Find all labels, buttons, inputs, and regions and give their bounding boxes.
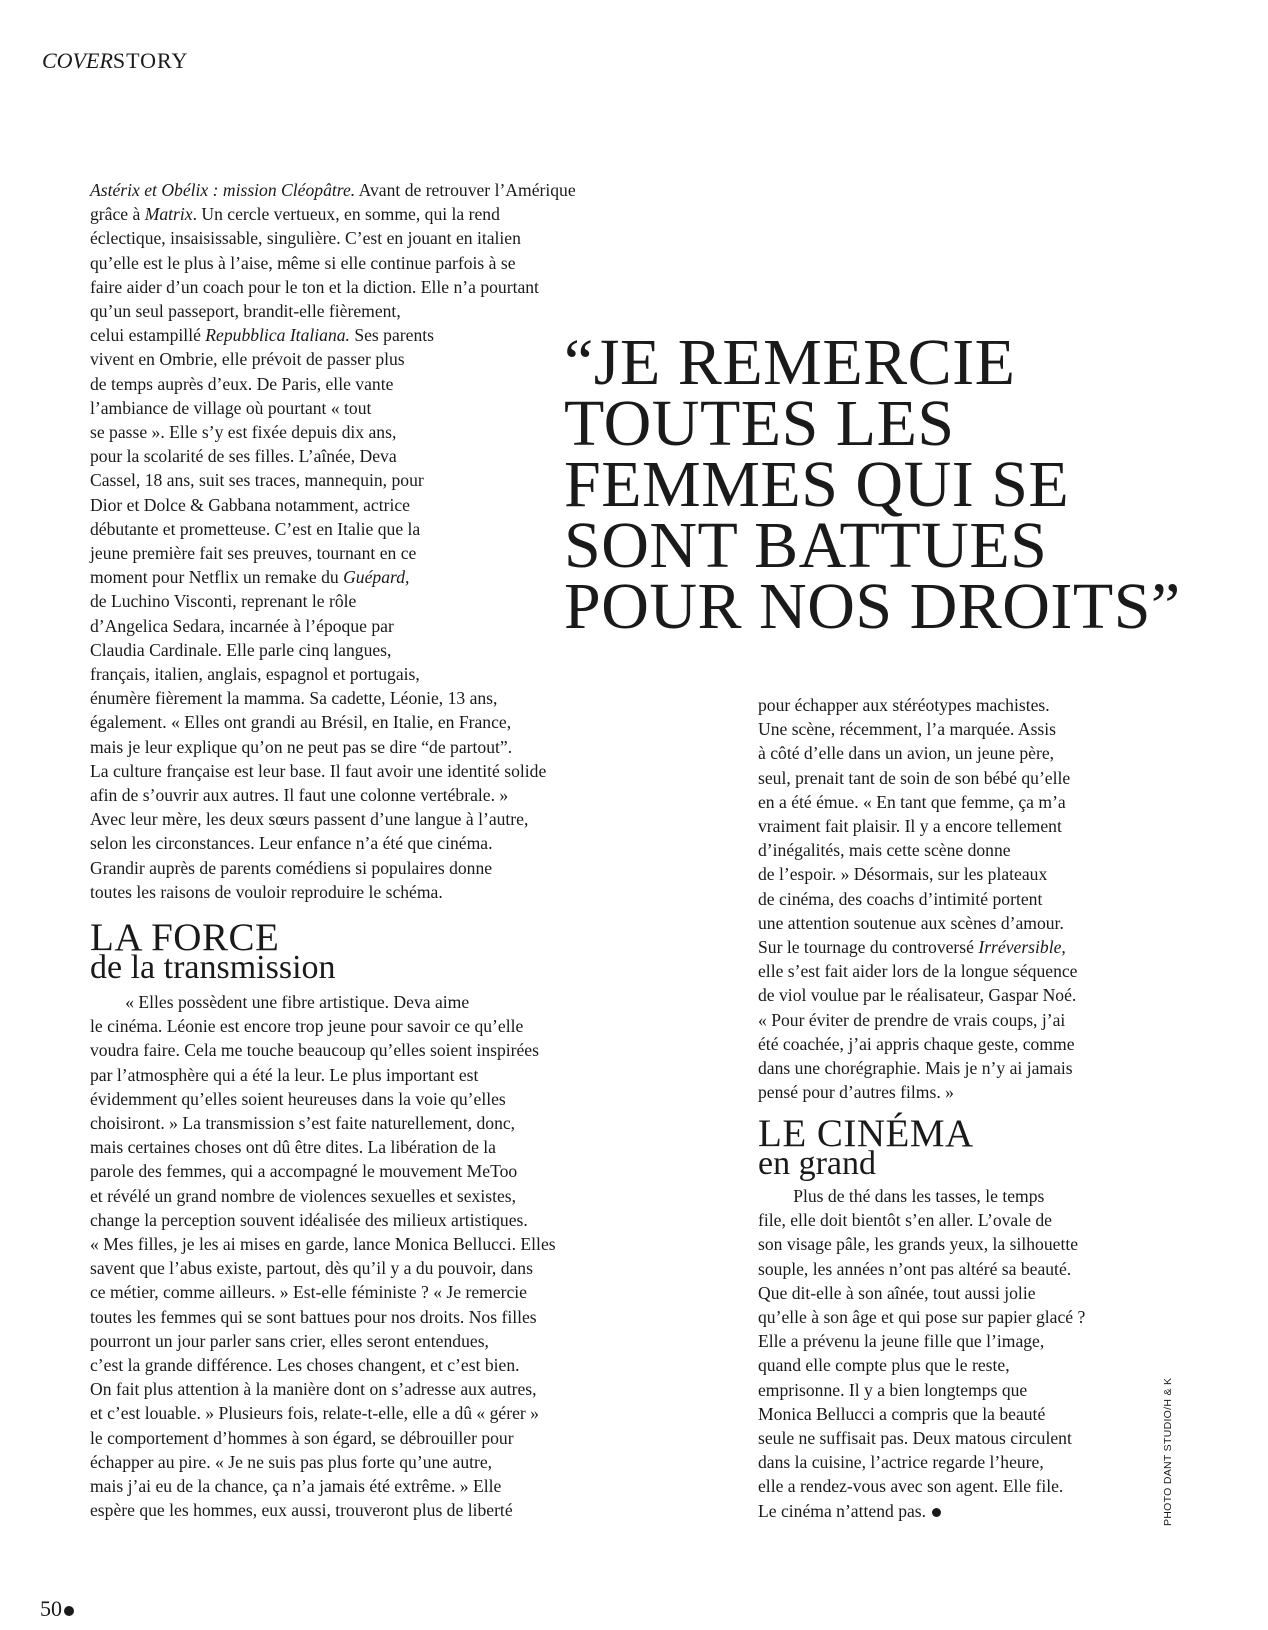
text-line: voudra faire. Cela me touche beaucoup qu’elles soient inspirées (90, 1040, 539, 1061)
text-fragment: Sur le tournage du controversé (758, 937, 979, 958)
text-fragment: grâce à (90, 204, 145, 225)
pull-quote-line: TOUTES LES (564, 387, 955, 460)
text-line: à côté d’elle dans un avion, un jeune père, (758, 743, 1055, 764)
text-line: seule ne suffisait pas. Deux matous circulent (758, 1428, 1072, 1449)
text-line: et c’est louable. » Plusieurs fois, relate-t-elle, elle a dû « gérer » (90, 1403, 539, 1424)
text-line: seul, prenait tant de soin de son bébé qu’elle (758, 767, 1071, 788)
text-line: mais j’ai eu de la chance, ça n’a jamais été extrême. » Elle (90, 1476, 502, 1497)
text-line: toutes les raisons de vouloir reproduire le schéma. (90, 881, 443, 902)
text-line: son visage pâle, les grands yeux, la silhouette (758, 1234, 1079, 1255)
film-title: Astérix et Obélix : mission Cléopâtre. (90, 180, 356, 200)
text-line: faire aider d’un coach pour le ton et la diction. Elle n’a pourtant (90, 276, 539, 297)
text-fragment: Avant de retrouver l’Amérique (355, 180, 576, 200)
text-fragment: celui estampillé (90, 325, 206, 346)
page-number-value: 50 (40, 1596, 62, 1621)
text-fragment: Le cinéma n’attend pas. (758, 1500, 927, 1521)
text-line: d’inégalités, mais cette scène donne (758, 840, 1011, 861)
text-line: dans une chorégraphie. Mais je n’y ai jamais (758, 1058, 1073, 1079)
text-line: été coachée, j’ai appris chaque geste, comme (758, 1033, 1075, 1054)
text-line: parole des femmes, qui a accompagné le mouvement MeToo (90, 1161, 518, 1182)
text-line: français, italien, anglais, espagnol et portugais, (90, 664, 420, 685)
text-line: débutante et prometteuse. C’est en Italie que la (90, 518, 421, 539)
text-line: le comportement d’hommes à son égard, se débrouiller pour (90, 1427, 514, 1448)
end-of-article-icon (932, 1508, 941, 1517)
text-line: Elle a prévenu la jeune fille que l’image, (758, 1331, 1045, 1352)
text-line: pensé pour d’autres films. » (758, 1082, 954, 1103)
pull-quote-line: POUR NOS DROITS” (564, 570, 1181, 643)
subhead-title: LA FORCE (90, 916, 280, 959)
text-fragment: Ses parents (349, 325, 434, 346)
text-line: c’est la grande différence. Les choses changent, et c’est bien. (90, 1355, 520, 1376)
section-label (42, 48, 188, 74)
text-line: espère que les hommes, eux aussi, trouveront plus de liberté (90, 1500, 513, 1521)
text-line (90, 323, 576, 347)
text-line: On fait plus attention à la manière dont on s’adresse aux autres, (90, 1379, 537, 1400)
text-line: dans la cuisine, l’actrice regarde l’heure, (758, 1452, 1044, 1473)
text-line: change la perception souvent idéalisée des milieux artistiques. (90, 1209, 528, 1230)
pull-quote-line: SONT BATTUES (564, 509, 1048, 582)
subhead-title: LE CINÉMA (758, 1112, 974, 1155)
text-line: La culture française est leur base. Il faut avoir une identité solide (90, 760, 547, 781)
text-line: vraiment fait plaisir. Il y a encore tellement (758, 816, 1062, 837)
text-line: Avec leur mère, les deux sœurs passent d’une langue à l’autre, (90, 809, 529, 830)
passport-name: Repubblica Italiana. (205, 325, 350, 346)
text-line: « Pour éviter de prendre de vrais coups, j’ai (758, 1009, 1066, 1030)
text-line: et révélé un grand nombre de violences sexuelles et sexistes, (90, 1185, 517, 1206)
text-line: « Elles possèdent une fibre artistique. Deva aime (90, 992, 470, 1012)
text-line: quand elle compte plus que le reste, (758, 1355, 1010, 1376)
text-line: de Luchino Visconti, reprenant le rôle (90, 591, 357, 612)
text-line: pourront un jour parler sans crier, elles seront entendues, (90, 1330, 489, 1351)
text-line: Monica Bellucci a compris que la beauté (758, 1403, 1046, 1424)
text-line (90, 202, 576, 226)
text-line: échapper au pire. « Je ne suis pas plus forte qu’une autre, (90, 1451, 493, 1472)
text-line: elle s’est fait aider lors de la longue séquence (758, 961, 1078, 982)
subhead-la-force (90, 916, 336, 986)
text-line: de l’espoir. » Désormais, sur les plateaux (758, 864, 1048, 885)
subhead-subtitle: de la transmission (90, 949, 336, 986)
photo-credit: PHOTO DANT STUDIO/H & K (1162, 1377, 1174, 1526)
subhead-le-cinema (758, 1112, 974, 1182)
text-line: savent que l’abus existe, partout, dès qu’il y a du pouvoir, dans (90, 1258, 533, 1279)
text-line: souple, les années n’ont pas altéré sa beauté. (758, 1258, 1072, 1279)
pull-quote-line: “JE REMERCIE (564, 326, 1016, 399)
text-line: le cinéma. Léonie est encore trop jeune pour savoir ce qu’elle (90, 1016, 524, 1037)
text-line: afin de s’ouvrir aux autres. Il faut une colonne vertébrale. » (90, 785, 509, 806)
text-line: file, elle doit bientôt s’en aller. L’ovale de (758, 1210, 1052, 1231)
text-line (758, 935, 1078, 959)
text-line: jeune première fait ses preuves, tournant en ce (90, 543, 417, 564)
text-line: elle a rendez-vous avec son agent. Elle file. (758, 1476, 1064, 1497)
text-line: se passe ». Elle s’y est fixée depuis dix ans, (90, 422, 397, 443)
text-line: pour échapper aux stéréotypes machistes. (758, 695, 1050, 715)
text-line: de temps auprès d’eux. De Paris, elle vante (90, 373, 394, 394)
text-line: Dior et Dolce & Gabbana notamment, actrice (90, 494, 410, 515)
text-line (90, 178, 576, 202)
text-line: qu’elle à son âge et qui pose sur papier glacé ? (758, 1307, 1086, 1328)
article-column-right-bottom (758, 1184, 1085, 1523)
text-line: d’Angelica Sedara, incarnée à l’époque par (90, 615, 394, 636)
pull-quote (564, 326, 1181, 643)
text-line: ce métier, comme ailleurs. » Est-elle féministe ? « Je remercie (90, 1282, 527, 1303)
text-line: l’ambiance de village où pourtant « tout (90, 397, 372, 418)
text-line: évidemment qu’elles soient heureuses dans la voie qu’elles (90, 1088, 506, 1109)
text-line: par l’atmosphère qui a été la leur. Le plus important est (90, 1064, 479, 1085)
text-line: une attention soutenue aux scènes d’amour. (758, 912, 1064, 933)
text-line: choisiront. » La transmission s’est faite naturellement, donc, (90, 1113, 516, 1134)
text-line: Une scène, récemment, l’a marquée. Assis (758, 719, 1057, 740)
text-line: qu’elle est le plus à l’aise, même si elle continue parfois à se (90, 252, 516, 273)
article-column-left-top (90, 178, 576, 904)
text-line: qu’un seul passeport, brandit-elle fièrement, (90, 301, 401, 322)
text-line: pour la scolarité de ses filles. L’aînée, Deva (90, 446, 397, 467)
text-line: Plus de thé dans les tasses, le temps (758, 1186, 1045, 1206)
article-column-right-top (758, 693, 1078, 1104)
article-column-left-bottom (90, 990, 556, 1522)
subhead-subtitle: en grand (758, 1145, 877, 1182)
text-line: de viol voulue par le réalisateur, Gaspar Noé. (758, 985, 1077, 1006)
text-line: Claudia Cardinale. Elle parle cinq langues, (90, 639, 392, 660)
text-line: emprisonne. Il y a bien longtemps que (758, 1379, 1028, 1400)
text-line (758, 1499, 1085, 1523)
text-line: mais certaines choses ont dû être dites. La libération de la (90, 1137, 496, 1158)
text-line: Cassel, 18 ans, suit ses traces, mannequin, pour (90, 470, 424, 491)
text-fragment: . Un cercle vertueux, en somme, qui la rend (192, 204, 500, 225)
text-line: en a été émue. « En tant que femme, ça m’a (758, 791, 1066, 812)
text-line: éclectique, insaisissable, singulière. C’est en jouant en italien (90, 228, 521, 249)
text-line: mais je leur explique qu’on ne peut pas se dire “de partout”. (90, 736, 513, 757)
section-label-rest: STORY (112, 48, 189, 73)
bullet-icon (64, 1606, 74, 1616)
text-line: également. « Elles ont grandi au Brésil, en Italie, en France, (90, 712, 512, 733)
section-label-italic: COVER (42, 48, 113, 73)
pull-quote-line: FEMMES QUI SE (564, 448, 1070, 521)
text-line: énumère fièrement la mamma. Sa cadette, Léonie, 13 ans, (90, 688, 498, 709)
text-line: Que dit-elle à son aînée, tout aussi jolie (758, 1282, 1036, 1303)
text-line: Grandir auprès de parents comédiens si populaires donne (90, 857, 493, 878)
film-title: Matrix (144, 204, 193, 225)
text-line: selon les circonstances. Leur enfance n’a été que cinéma. (90, 833, 493, 854)
text-line: toutes les femmes qui se sont battues pour nos droits. Nos filles (90, 1306, 537, 1327)
film-title: Irréversible, (978, 937, 1066, 958)
page-number (40, 1596, 74, 1622)
text-line: vivent en Ombrie, elle prévoit de passer plus (90, 349, 405, 370)
film-title: Guépard, (343, 567, 410, 588)
text-line (90, 565, 576, 589)
text-line: « Mes filles, je les ai mises en garde, lance Monica Bellucci. Elles (90, 1234, 556, 1255)
text-line: de cinéma, des coachs d’intimité portent (758, 888, 1043, 909)
text-fragment: moment pour Netflix un remake du (90, 567, 344, 588)
